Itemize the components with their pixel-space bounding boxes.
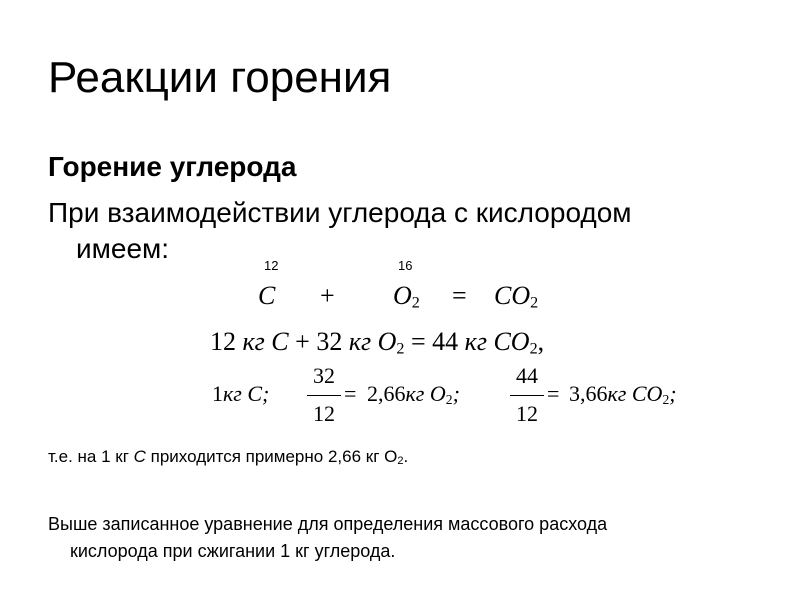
reaction-oxygen: $O_2$ bbox=[393, 281, 420, 312]
reaction-carbon: C bbox=[258, 281, 276, 310]
oxygen-ratio-fraction bbox=[305, 362, 343, 428]
summary-text-line-2: кислорода при сжигании 1 кг углерода. bbox=[70, 541, 396, 561]
oxygen-ratio-denominator: 12 bbox=[313, 401, 335, 426]
ratio-equals-1: = bbox=[344, 381, 357, 406]
co2-ratio-result: 3,66кг $CO_2$; bbox=[569, 381, 677, 407]
oxygen-atomic-mass: 16 bbox=[398, 258, 413, 273]
mass-balance-equation: 12 кг C + 32 кг $O_2 = 44$ кг $CO_2$, bbox=[210, 327, 545, 358]
co2-ratio-fraction bbox=[508, 362, 546, 428]
carbon-atomic-mass: 12 bbox=[264, 258, 279, 273]
co2-ratio-numerator: 44 bbox=[516, 363, 538, 388]
fraction-bar bbox=[510, 395, 544, 396]
reaction-plus: + bbox=[320, 281, 335, 310]
fraction-bar bbox=[307, 395, 341, 396]
slide-title: Реакции горения bbox=[48, 53, 392, 102]
reaction-carbon-dioxide: $CO_2$ bbox=[494, 281, 539, 312]
ratio-equals-2: = bbox=[547, 381, 560, 406]
slide-subheading: Горение углерода bbox=[48, 151, 297, 182]
summary-text-line-1: Выше записанное уравнение для определения массового расхода bbox=[48, 514, 608, 534]
intro-text-line-1: При взаимодействии углерода с кислородом bbox=[48, 197, 632, 228]
intro-text-line-2: имеем: bbox=[76, 233, 170, 264]
oxygen-ratio-result: 2,66кг $O_2$; bbox=[367, 381, 460, 407]
oxygen-ratio-numerator: 32 bbox=[313, 363, 335, 388]
ratio-lead: 1кг C; bbox=[212, 381, 270, 406]
reaction-equals: = bbox=[452, 281, 467, 310]
explanation-note: т.е. на 1 кг C приходится примерно 2,66 кг $O_2$. bbox=[48, 447, 409, 468]
co2-ratio-denominator: 12 bbox=[516, 401, 538, 426]
